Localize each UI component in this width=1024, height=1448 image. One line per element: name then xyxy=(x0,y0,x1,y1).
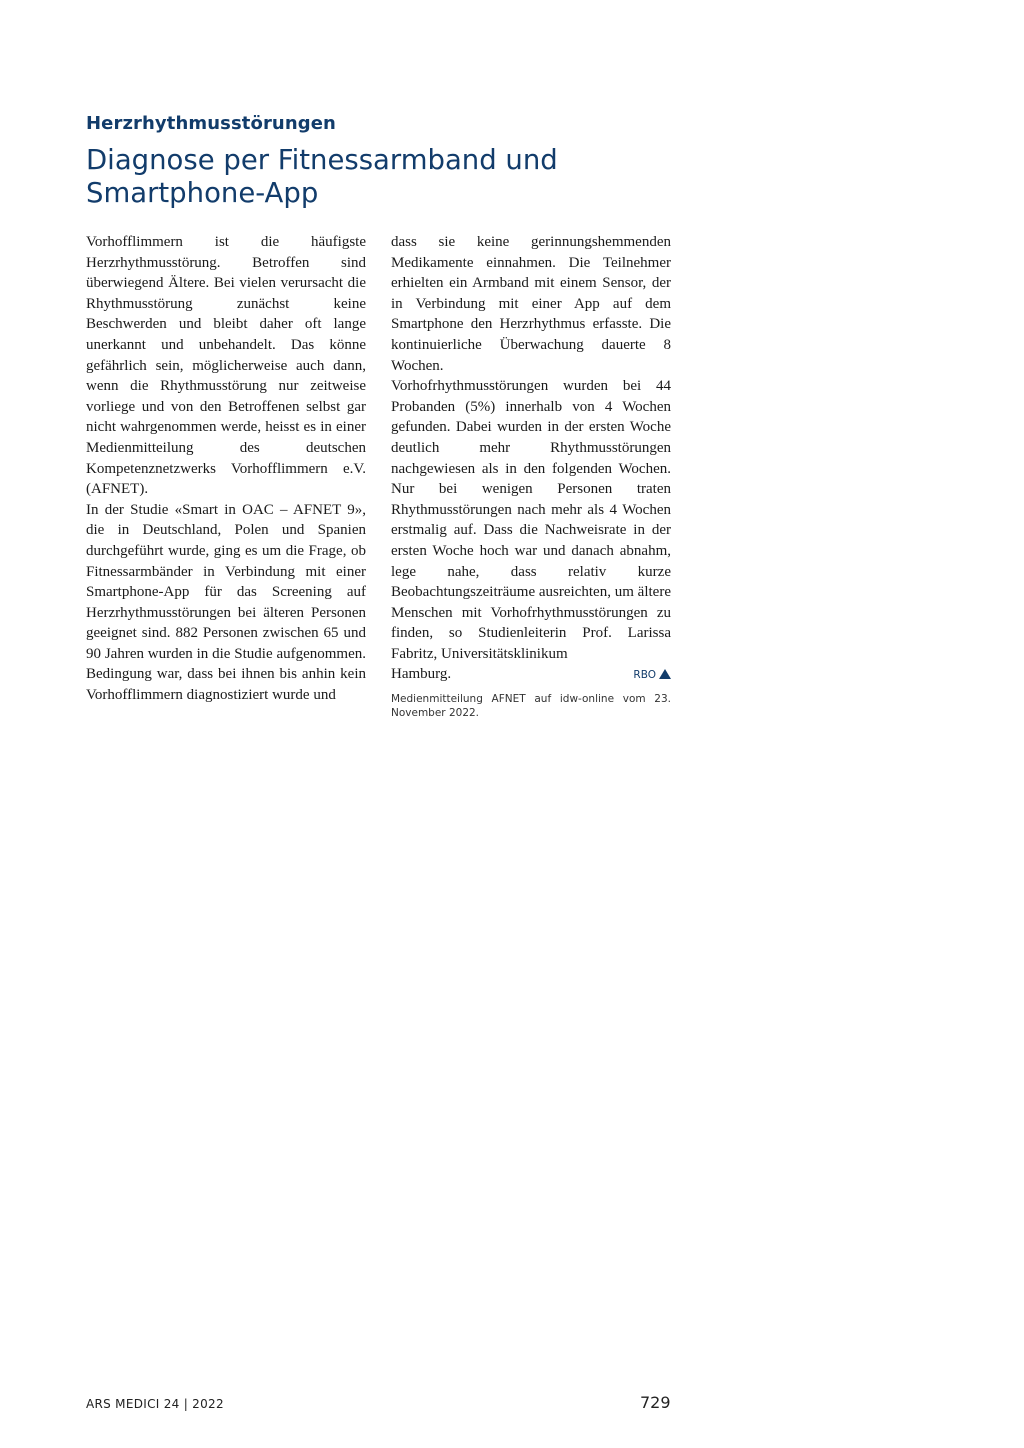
article-title: Diagnose per Fitnessarmband und Smartphone-App xyxy=(86,144,558,209)
journal-footer: ARS MEDICI 24 | 2022 xyxy=(86,1397,224,1411)
right-column xyxy=(391,232,671,720)
paragraph: In der Studie «Smart in OAC – AFNET 9», die in Deutschland, Polen und Spanien durchgeführt wurde, ging es um die Frage, ob Fitnessarmbänder in Verbindung mit einer Smartphone-App für das Screening auf Herzrhythmusstörungen bei älteren Personen geeignet sind. 882 Personen zwischen 65 und 90 Jahren wurden in die Studie aufgenommen. Bedingung war, dass bei ihnen bis anhin kein Vorhofflimmern diagnostiziert wurde und xyxy=(86,501,366,704)
page-number: 729 xyxy=(640,1393,671,1412)
article-kicker: Herzrhythmusstörungen xyxy=(86,113,336,134)
triangle-icon xyxy=(659,669,671,679)
closing-text: Hamburg. xyxy=(391,666,452,683)
paragraph: Vorhofflimmern ist die häufigste Herzrhythmusstörung. Betroffen sind überwiegend Ältere. Bei vielen verursacht die Rhythmusstörung zunächst keine Beschwerden und bleibt daher oft lange unerkannt und unbehandelt. Das könne gefährlich sein, möglicherweise auch dann, wenn die Rhythmusstörung nur zeitweise vorliege und von den Betroffenen selbst gar nicht wahrgenommen werde, heisst es in einer Medienmitteilung des deutschen Kompetenznetzwerks Vorhofflimmern e.V. (AFNET). xyxy=(86,234,366,498)
paragraph: Vorhofrhythmusstörungen wurden bei 44 Probanden (5%) innerhalb von 4 Wochen gefunden. Dabei wurden in der ersten Woche deutlich mehr Rhythmusstörungen nachgewiesen als in den folgenden Wochen. Nur bei wenigen Personen traten Rhythmusstörungen nach mehr als 4 Wochen erstmalig auf. Dass die Nachweisrate in der ersten Woche hoch war und danach abnahm, lege nahe, dass relativ kurze Beobachtungszeiträume ausreichten, um ältere Menschen mit Vorhofrhythmusstörungen zu finden, so Studienleiterin Prof. Larissa Fabritz, Universitätsklinikum xyxy=(391,378,671,662)
paragraph: dass sie keine gerinnungshemmenden Medikamente einnahmen. Die Teilnehmer erhielten ein Armband mit einem Sensor, der in Verbindung mit einer App auf dem Smartphone den Herzrhythmus erfasste. Die kontinuierliche Überwachung dauerte 8 Wochen. xyxy=(391,234,671,374)
source-note: Medienmitteilung AFNET auf idw-online vom 23. November 2022. xyxy=(391,693,671,720)
signature-text: RBO xyxy=(633,669,656,682)
left-column xyxy=(86,232,366,706)
closing-line xyxy=(391,664,671,686)
author-signature xyxy=(633,665,671,686)
